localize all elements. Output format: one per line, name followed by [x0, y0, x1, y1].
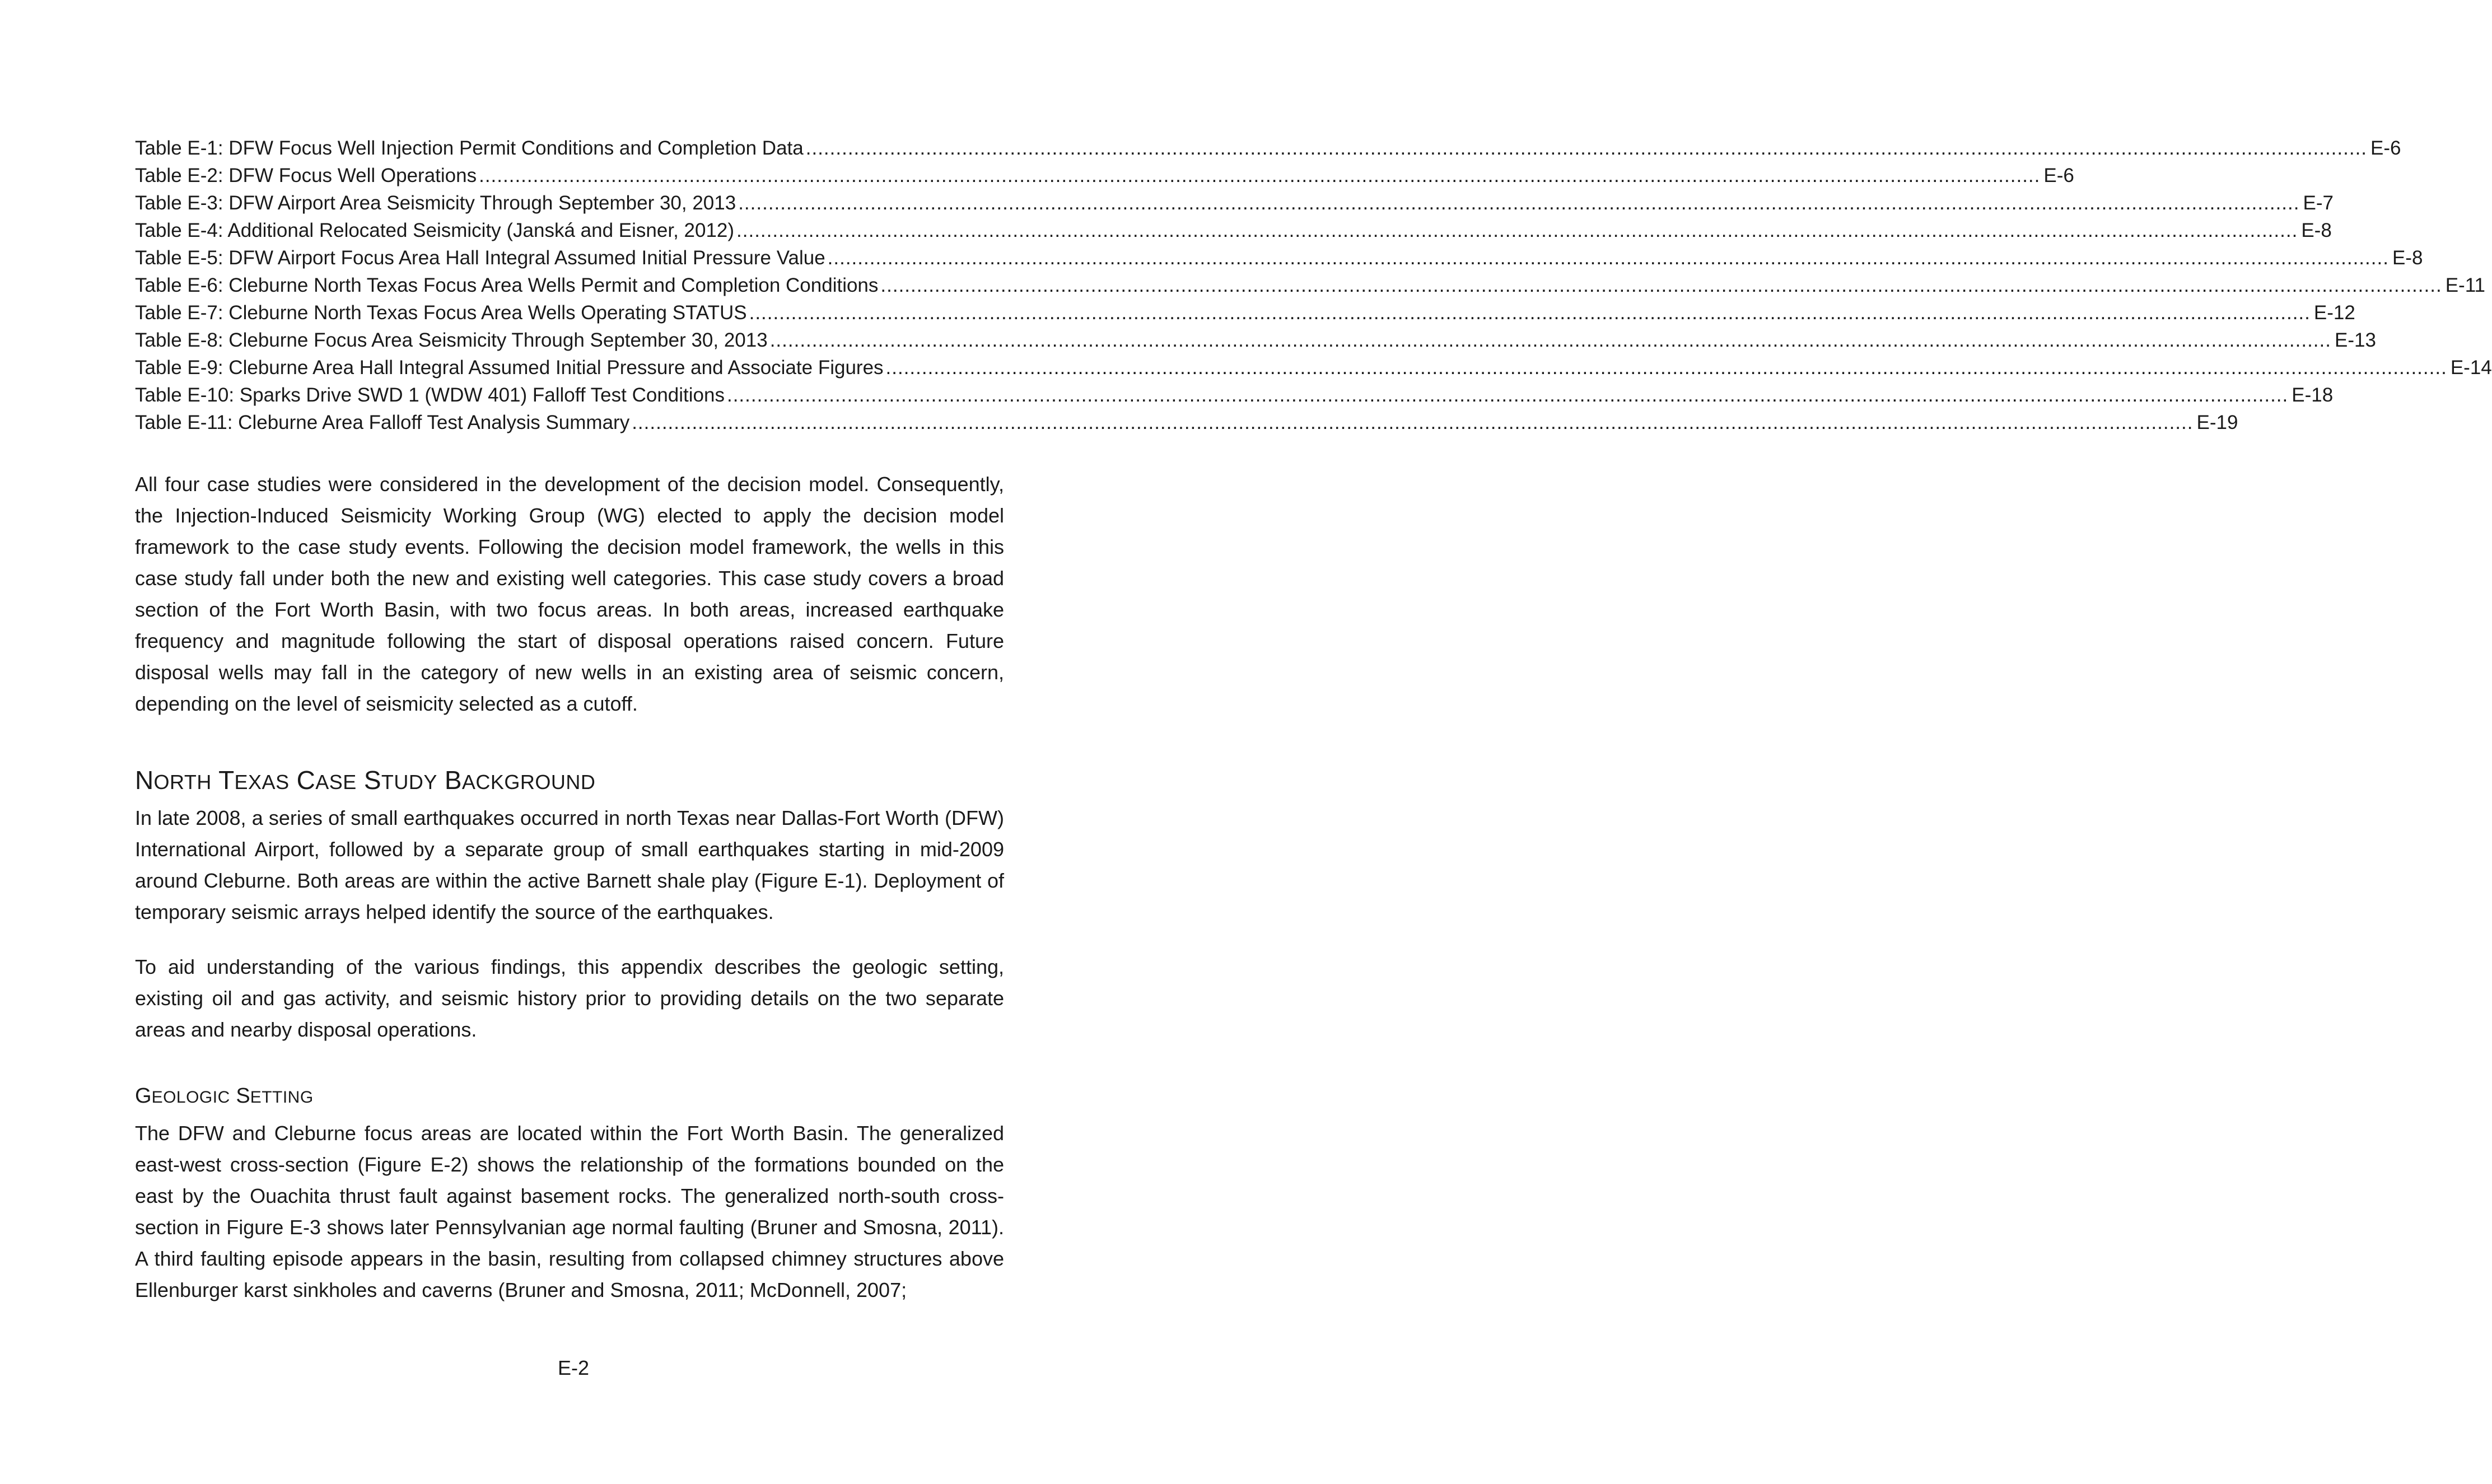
toc-entry[interactable]: [135, 354, 2492, 381]
toc-dot-leader: ....................................................................................................................................................................................................................................................................: [479, 165, 2041, 186]
intro-paragraph: All four case studies were considered in the development of the decision model. Consequently, the Injection-Induced Seismicity Working Group (WG) elected to apply the decision model framework to the case study events. Following the decision model framework, the wells in this case study fall under both the new and existing well categories. This case study covers a broad section of the Fort Worth Basin, with two focus areas. In both areas, increased earthquake frequency and magnitude following the start of disposal operations raised concern. Future disposal wells may fall in the category of new wells in an existing area of seismic concern, depending on the level of seismicity selected as a cutoff.: [135, 473, 1004, 715]
toc-entry-title: Table E-7: Cleburne North Texas Focus Area Wells Operating STATUS: [135, 302, 747, 324]
toc-entry[interactable]: [135, 217, 2332, 244]
toc-dot-leader: ....................................................................................................................................................................................................................................................................: [738, 192, 2300, 214]
background-paragraph-2: To aid understanding of the various findings, this appendix describes the geologic setting, existing oil and gas activity, and seismic history prior to providing details on the two separate areas and nearby disposal operations.: [135, 955, 1004, 1041]
toc-entry-page: E-11: [2445, 274, 2486, 296]
toc-dot-leader: ....................................................................................................................................................................................................................................................................: [632, 412, 2194, 433]
heading-word-rest: EXAS: [234, 771, 290, 794]
toc-entry-title: Table E-2: DFW Focus Well Operations: [135, 165, 477, 186]
heading-word-initial: G: [135, 1084, 152, 1108]
toc-entry[interactable]: [135, 381, 2334, 409]
toc-entry-title: Table E-10: Sparks Drive SWD 1 (WDW 401) Falloff Test Conditions: [135, 384, 725, 406]
toc-entry-page: E-12: [2313, 302, 2355, 324]
heading-word-rest: ORTH: [153, 771, 212, 794]
toc-entry-title: Table E-9: Cleburne Area Hall Integral Assumed Initial Pressure and Associate Figures: [135, 357, 884, 379]
page-number: E-2: [557, 1356, 590, 1379]
toc-entry[interactable]: [135, 409, 2238, 436]
heading-word-initial: B: [444, 766, 462, 795]
toc-entry-page: E-6: [2370, 137, 2401, 159]
toc-entry-page: E-7: [2303, 192, 2334, 214]
heading-word-initial: S: [236, 1084, 250, 1108]
toc-entry-page: E-19: [2196, 412, 2238, 433]
toc-entry[interactable]: [135, 134, 2401, 162]
toc-entry-page: E-13: [2334, 329, 2376, 351]
toc-entry-title: Table E-6: Cleburne North Texas Focus Area Wells Permit and Completion Conditions: [135, 274, 879, 296]
heading-word-initial: N: [135, 766, 154, 795]
heading-word-initial: T: [218, 766, 235, 795]
toc-entry-title: Table E-11: Cleburne Area Falloff Test Analysis Summary: [135, 412, 630, 433]
toc-entry-title: Table E-3: DFW Airport Area Seismicity Through September 30, 2013: [135, 192, 736, 214]
section-heading: [135, 763, 1004, 799]
heading-word-rest: ASE: [315, 771, 357, 794]
toc-entry[interactable]: [135, 244, 2423, 272]
toc-entry-title: Table E-5: DFW Airport Focus Area Hall Integral Assumed Initial Pressure Value: [135, 247, 825, 269]
heading-word-initial: C: [296, 766, 316, 795]
toc-entry[interactable]: [135, 189, 2334, 217]
toc-entry[interactable]: [135, 162, 2074, 189]
toc-entry[interactable]: [135, 299, 2355, 326]
page-content: [135, 134, 2492, 1306]
toc-entry[interactable]: [135, 272, 2486, 299]
toc-entry-page: E-6: [2043, 165, 2074, 186]
background-paragraph-1: In late 2008, a series of small earthquakes occurred in north Texas near Dallas-Fort Worth (DFW) International Airport, followed by a separate group of small earthquakes starting in mid-2009 around Cleburne. Both areas are within the active Barnett shale play (Figure E-1). Deployment of temporary seismic arrays helped identify the source of the earthquakes.: [135, 806, 1004, 923]
toc-dot-leader: ....................................................................................................................................................................................................................................................................: [749, 302, 2311, 324]
toc-entry-title: Table E-4: Additional Relocated Seismicity (Janská and Eisner, 2012): [135, 220, 735, 241]
toc-dot-leader: ....................................................................................................................................................................................................................................................................: [736, 220, 2298, 241]
heading-word-initial: S: [363, 766, 381, 795]
toc-entry-title: Table E-1: DFW Focus Well Injection Permit Conditions and Completion Data: [135, 137, 804, 159]
toc-dot-leader: ....................................................................................................................................................................................................................................................................: [885, 357, 2447, 379]
heading-word-rest: ACKGROUND: [461, 771, 596, 794]
heading-word-rest: ETTING: [250, 1088, 314, 1107]
toc-entry-page: E-8: [2392, 247, 2423, 269]
toc-dot-leader: ....................................................................................................................................................................................................................................................................: [805, 137, 2368, 159]
toc-dot-leader: ....................................................................................................................................................................................................................................................................: [827, 247, 2389, 269]
toc-entry-page: E-8: [2301, 220, 2332, 241]
sub-heading: [135, 1081, 1004, 1112]
toc-entry[interactable]: [135, 326, 2376, 354]
toc-entry-page: E-18: [2292, 384, 2334, 406]
geologic-setting-paragraph: The DFW and Cleburne focus areas are located within the Fort Worth Basin. The generalized east-west cross-section (Figure E-2) shows the relationship of the formations bounded on the east by the Ouachita thrust fault against basement rocks. The generalized north-south cross-section in Figure E-3 shows later Pennsylvanian age normal faulting (Bruner and Smosna, 2011). A third faulting episode appears in the basin, resulting from collapsed chimney structures above Ellenburger karst sinkholes and caverns (Bruner and Smosna, 2011; McDonnell, 2007;: [135, 1122, 1004, 1301]
heading-word-rest: TUDY: [381, 771, 437, 794]
heading-word-rest: EOLOGIC: [151, 1088, 230, 1107]
list-of-tables: [135, 134, 2492, 436]
toc-dot-leader: ....................................................................................................................................................................................................................................................................: [726, 384, 2289, 406]
toc-dot-leader: ....................................................................................................................................................................................................................................................................: [880, 274, 2442, 296]
toc-dot-leader: ....................................................................................................................................................................................................................................................................: [769, 329, 2331, 351]
toc-entry-page: E-14: [2450, 357, 2492, 379]
toc-entry-title: Table E-8: Cleburne Focus Area Seismicity Through September 30, 2013: [135, 329, 768, 351]
